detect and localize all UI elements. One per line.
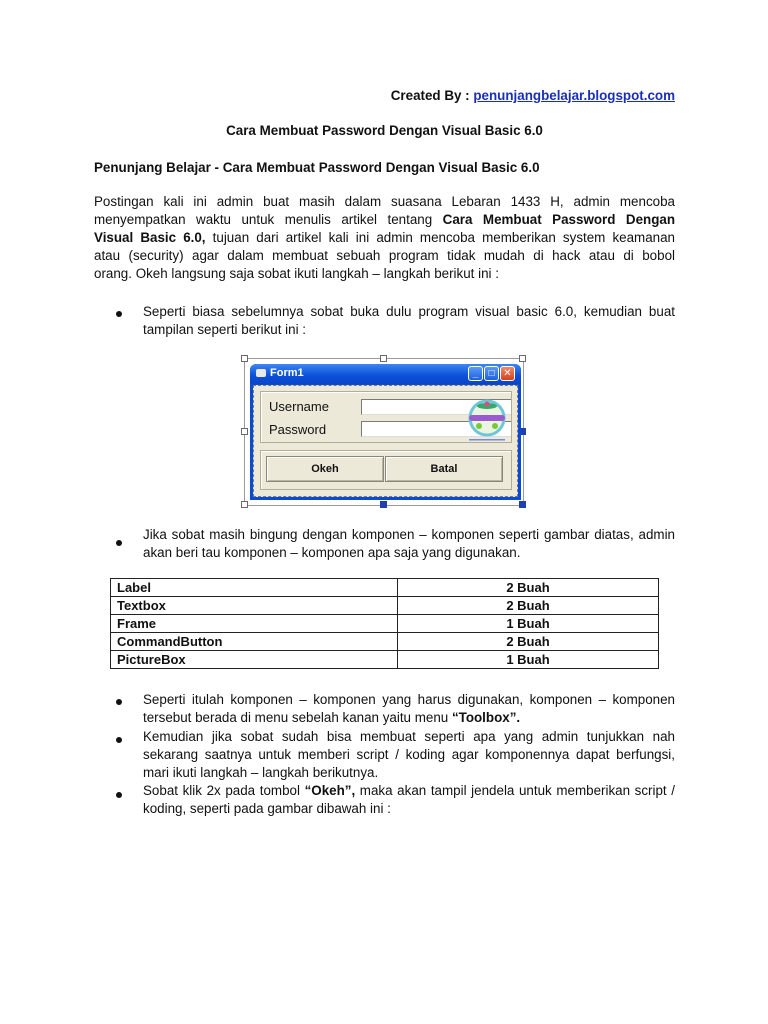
form-title: Form1: [270, 367, 304, 379]
resize-handle[interactable]: [519, 501, 526, 508]
resize-handle[interactable]: [241, 355, 248, 362]
table-row: Frame 1 Buah: [111, 615, 659, 633]
document-subtitle: Penunjang Belajar - Cara Membuat Password Dengan Visual Basic 6.0: [94, 160, 540, 175]
resize-handle[interactable]: [380, 355, 387, 362]
login-frame: [260, 391, 512, 443]
okeh-button[interactable]: Okeh: [266, 456, 384, 482]
form-app-icon: [256, 369, 266, 377]
bullet-icon: [116, 693, 124, 705]
username-label: Username: [269, 399, 329, 414]
logo-icon: [459, 398, 515, 444]
created-by-line: [300, 88, 675, 103]
close-button[interactable]: ✕: [500, 366, 515, 381]
form-titlebar[interactable]: [250, 364, 521, 384]
bullet-icon: [116, 731, 124, 743]
resize-handle[interactable]: [241, 501, 248, 508]
table-row: Textbox 2 Buah: [111, 597, 659, 615]
table-row: PictureBox 1 Buah: [111, 651, 659, 669]
bullet-item-4: Kemudian jika sobat sudah bisa membuat seperti apa yang admin tunjukkan nah sekarang saatnya untuk memberi script / koding agar komponennya dapat berfungsi, mari ikuti langkah – langkah berikutnya.: [143, 729, 675, 780]
password-label: Password: [269, 422, 327, 437]
bullet-item-2: Jika sobat masih bingung dengan komponen – komponen seperti gambar diatas, admin akan beri tau komponen – komponen apa saja yang digunakan.: [143, 527, 675, 560]
button-frame: [260, 450, 512, 490]
bullet-item-1: Seperti biasa sebelumnya sobat buka dulu program visual basic 6.0, kemudian buat tampilan seperti berikut ini :: [143, 304, 675, 337]
form-client-area: [253, 385, 518, 497]
bullet-icon: [116, 305, 124, 317]
batal-button[interactable]: Batal: [385, 456, 503, 482]
bullet-item-5: Sobat klik 2x pada tombol “Okeh”, maka akan tampil jendela untuk memberikan script / koding, seperti pada gambar dibawah ini :: [143, 783, 675, 816]
resize-handle[interactable]: [241, 428, 248, 435]
vb-form-window: [250, 364, 521, 500]
document-title: Cara Membuat Password Dengan Visual Basic 6.0: [226, 123, 543, 138]
minimize-button[interactable]: _: [468, 366, 483, 381]
resize-handle[interactable]: [380, 501, 387, 508]
blog-link[interactable]: penunjangbelajar.blogspot.com: [473, 88, 675, 103]
table-row: CommandButton 2 Buah: [111, 633, 659, 651]
components-table: [110, 578, 659, 669]
logo-picturebox: [459, 398, 515, 444]
bullet-item-3: Seperti itulah komponen – komponen yang harus digunakan, komponen – komponen tersebut berada di menu sebelah kanan yaitu menu “Toolbox”.: [143, 692, 675, 725]
table-row: Label 2 Buah: [111, 579, 659, 597]
created-by-label: Created By :: [390, 88, 470, 103]
bullet-icon: [116, 534, 124, 546]
maximize-button[interactable]: □: [484, 366, 499, 381]
intro-paragraph: Postingan kali ini admin buat masih dalam suasana Lebaran 1433 H, admin mencoba menyempatkan waktu untuk menulis artikel tentang Cara Membuat Password Dengan Visual Basic 6.0, tujuan dari artikel kali ini admin mencoba memberikan system keamanan atau (security) agar dalam membuat sebuah program tidak mudah di hack atau di bobol orang. Okeh langsung saja sobat ikuti langkah – langkah berikut ini :: [94, 194, 676, 281]
bullet-icon: [116, 786, 124, 798]
resize-handle[interactable]: [519, 355, 526, 362]
